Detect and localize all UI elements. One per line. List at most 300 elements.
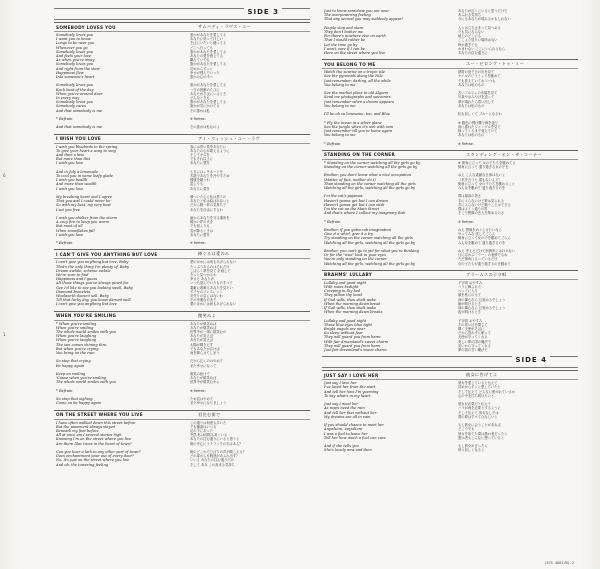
lyric-line: 木陰であなたを冷やすため bbox=[190, 174, 230, 179]
song-title-japanese: 捧ぐるは愛のみ bbox=[198, 251, 230, 257]
lyric-line: You're only standing on the corner bbox=[324, 257, 387, 262]
japanese-lyrics bbox=[190, 322, 308, 406]
lyric-line: もし彼女に会うことがあれば bbox=[458, 423, 501, 428]
lyric-line: A cozy fire to keep you warm bbox=[56, 220, 109, 225]
japanese-lyrics bbox=[458, 281, 576, 352]
lyric-line: The whole world smiles with you bbox=[56, 330, 116, 335]
lyric-line: 手に入らないけど願うことはできる bbox=[458, 202, 511, 207]
lyric-line: ダイヤのブレスレット bbox=[190, 289, 223, 294]
lyric-line: 街の中心にライラックの木はある？ bbox=[190, 441, 243, 446]
lyric-line: Just remember, darling, all the while bbox=[324, 78, 391, 83]
lyric-line: When you're around dear bbox=[56, 91, 103, 96]
lyrics-pair bbox=[54, 32, 310, 131]
song-block bbox=[54, 249, 310, 307]
japanese-lyrics bbox=[458, 161, 576, 266]
lyric-line: Gee I'd like to see you looking swell, Baby bbox=[56, 285, 133, 290]
lyric-line: The sun comes shining thru bbox=[56, 342, 107, 347]
left-column bbox=[54, 8, 310, 561]
lyric-line: But the pavement always stayed bbox=[56, 424, 116, 429]
lyric-line: * Fly the ocean in a silver plane bbox=[324, 120, 382, 125]
lyric-line: 時々寂しくなると bbox=[458, 448, 485, 453]
lyric-line: あなたは私のもの bbox=[458, 103, 485, 108]
lyric-line: To give your heart a song to sing bbox=[56, 148, 116, 153]
song-block bbox=[54, 410, 310, 468]
lyric-line: 傷ついた心と私は思うの bbox=[190, 195, 227, 200]
lyric-line: She's lonely now and then bbox=[324, 448, 372, 453]
lyric-line: 夜が明けるとき bbox=[458, 310, 482, 315]
lyric-line: For there's nowhere else on earth bbox=[324, 34, 386, 39]
lyric-line: To say what's in my heart bbox=[324, 393, 371, 398]
lyrics-pair bbox=[322, 380, 578, 453]
lyric-line: I won't care if I can be bbox=[324, 46, 366, 51]
lyric-line: Creeping in thy bed bbox=[324, 289, 361, 294]
lyric-line: 雨に濡れたジャングルを見て bbox=[458, 124, 501, 129]
lyric-line: Watch the sunrise on a tropic isle bbox=[324, 70, 386, 75]
lyric-line: 誰かがあなたを愛してる bbox=[190, 83, 227, 88]
lyric-line: And in July a lemonade bbox=[56, 169, 99, 174]
song-title-bar bbox=[322, 370, 578, 380]
lyric-line: その誰かは私 bbox=[190, 108, 210, 113]
lyric-line: * Refrain bbox=[56, 241, 73, 246]
lyrics-pair bbox=[322, 69, 578, 147]
song-title-japanese: ユー・ビロング・トゥ・ミー bbox=[466, 61, 525, 67]
lyric-line: See the market place in old Algiers bbox=[324, 91, 389, 96]
lyric-line: あなたに愛を bbox=[190, 161, 210, 166]
song-title: I WISH YOU LOVE bbox=[56, 136, 102, 142]
lyric-line: Somebody loves you bbox=[56, 100, 94, 105]
lyric-line: Somebody loves you bbox=[56, 33, 94, 37]
lyric-line: 手に入らないけど夢は見られる bbox=[458, 198, 505, 203]
lyric-line: Anywhere, anywhere bbox=[324, 427, 363, 432]
lyric-line: To cool you in some leafy glade bbox=[56, 174, 113, 179]
lyric-line: どこででも bbox=[458, 427, 475, 432]
lyric-line: Knowing I'm on the street where you live bbox=[56, 437, 132, 442]
lyric-line: 誰かがあなたを愛してる bbox=[190, 100, 227, 105]
lyric-line: 愛のほかには何もあげられない bbox=[190, 302, 237, 307]
lyric-line: 雪が降るときは bbox=[190, 228, 214, 233]
lyric-line: When snowflakes fall bbox=[56, 228, 95, 233]
lyric-line: もし彼女が言ったら bbox=[458, 444, 488, 449]
lyric-line: ため息はやめて bbox=[190, 397, 214, 402]
lyric-line: And tell her how I'm yearning bbox=[324, 389, 379, 394]
lyric-line: あなたが微笑めば bbox=[190, 325, 217, 330]
lyric-line: When the morning dawn break bbox=[324, 301, 381, 306]
lyric-line: So with my best, my very best bbox=[56, 203, 111, 208]
margin-mark-2: 1 bbox=[3, 332, 6, 337]
side-3-header bbox=[54, 8, 310, 20]
lyric-line: * Refrain bbox=[56, 117, 73, 122]
lyric-line: I'm the cat's pajamas bbox=[324, 194, 363, 199]
lyric-line: They will guard you from harm bbox=[324, 335, 381, 340]
lyric-line: We're sure to find bbox=[56, 273, 89, 278]
side-3-label: SIDE 3 bbox=[244, 8, 282, 16]
lyric-line: And tell her that without her bbox=[324, 410, 377, 415]
song-block bbox=[322, 8, 578, 56]
lyric-line: 写真やおみやげを送って bbox=[458, 95, 495, 100]
lyric-line: 誰かがあなたを愛してる bbox=[190, 33, 227, 37]
lyric-line: ねえ 想像をめぐらせたいなら bbox=[458, 228, 502, 232]
lyric-line: 子守唄 おやすみ bbox=[458, 280, 483, 285]
lyric-line: And oh, the towering feeling bbox=[56, 462, 109, 467]
lyric-line: They pillow thy head bbox=[324, 293, 362, 298]
side-4-header bbox=[322, 356, 578, 368]
japanese-lyrics bbox=[190, 145, 308, 246]
song-block bbox=[322, 270, 578, 353]
lyric-line: やってみな 試してごらん bbox=[458, 232, 496, 237]
lyric-line: Give it a whirl, give it a try bbox=[324, 232, 373, 237]
lyric-line: あなたに知ってほしい bbox=[190, 37, 223, 42]
lyric-line: I want you to know bbox=[56, 37, 91, 42]
song-title-japanese: アイ・ウィッシュ・ユー・ラヴ bbox=[198, 135, 261, 141]
lyric-line: 富よりも bbox=[190, 182, 204, 187]
lyric-line: 足の下にあった bbox=[190, 429, 214, 434]
english-lyrics bbox=[56, 145, 174, 246]
lyric-line: I can't give you anything but love, Baby bbox=[56, 260, 129, 265]
lyric-line: 女の子たちが通り過ぎるのを眺めて bbox=[458, 261, 511, 266]
lyric-line: I wish you health bbox=[56, 178, 88, 183]
lyric-line: Whenever you go bbox=[56, 45, 88, 50]
english-lyrics bbox=[56, 260, 174, 306]
lyric-line: With fair dreamland's sweet charm bbox=[324, 339, 389, 344]
song-block bbox=[54, 134, 310, 247]
lyric-line: Send me photographs and souvenirs bbox=[324, 95, 391, 100]
lyric-line: So stop that sighing bbox=[56, 397, 93, 402]
lyric-line: I set you free bbox=[56, 207, 81, 212]
lyrics-pair bbox=[322, 8, 578, 56]
lyric-line: You belong to me bbox=[324, 82, 356, 87]
lyric-line: And right from the start bbox=[56, 66, 100, 71]
lyric-line: （実を言うと 僕もないんだ） bbox=[458, 177, 502, 182]
lyric-line: See the jungle when it's wet with rain bbox=[324, 124, 394, 129]
song-title-japanese: スタンディング・オン・ザ・コーナー bbox=[466, 151, 542, 157]
lyric-line: そばにいたいと願ってる bbox=[190, 41, 227, 46]
lyric-line: They don't bother me bbox=[324, 30, 364, 34]
lyric-line: でもそれ以上に bbox=[190, 157, 214, 162]
song-title-japanese: ブラームスの子守唄 bbox=[466, 271, 507, 277]
lyric-line: ※ Refrain bbox=[458, 219, 474, 224]
lyric-line: Happiness flew bbox=[56, 70, 84, 75]
lyric-line: 僕はメイン通りの男 bbox=[458, 207, 488, 212]
lyric-line: 街角に立って女の子を眺めてごらん bbox=[458, 236, 511, 241]
lyric-line: And feels your love bbox=[56, 54, 91, 59]
lyric-line: ※ Refrain bbox=[190, 388, 206, 393]
lyric-line: 素敵に着飾るあなたを見たい bbox=[190, 285, 233, 290]
lyric-line: ねえ こんな素敵な仕事はないよ bbox=[458, 173, 506, 178]
lyric-line: With roses bedight bbox=[324, 285, 359, 290]
lyric-line: And then a kiss bbox=[56, 153, 84, 158]
lyric-line: Or for the "woo" look in your eyes bbox=[324, 253, 386, 258]
lyric-line: Keep on smiling bbox=[56, 372, 86, 377]
lyric-line: Just fair dreamland's sweet charm bbox=[324, 348, 387, 353]
lyric-line: 僕の夢はすべてむなしいと bbox=[458, 414, 498, 419]
lyric-line: The whole world smiles with you bbox=[56, 380, 116, 385]
song-title: SOMEBODY LOVES YOU bbox=[56, 24, 116, 30]
lyric-line: 誰かが気にかけてる bbox=[190, 104, 220, 109]
english-lyrics bbox=[56, 33, 174, 130]
english-lyrics bbox=[56, 421, 174, 467]
lyric-line: ベッドに入り bbox=[458, 289, 478, 294]
lyric-line: I wish you bluebirds in the spring bbox=[56, 144, 118, 149]
lyric-line: 誰かの心の中へ bbox=[190, 75, 214, 80]
song-title-japanese: 君住む街で bbox=[198, 411, 221, 417]
lyric-line: ここより居たい場所はない bbox=[458, 38, 498, 43]
lyric-line: そしてキスを bbox=[190, 153, 210, 158]
lyric-line: 子守唄 おやすみ bbox=[458, 318, 483, 323]
lyric-line: あなたが笑えば bbox=[190, 334, 214, 339]
lyric-line: Somebody loves you bbox=[56, 49, 94, 54]
lyric-line: この通りは何度も歩いた bbox=[190, 420, 227, 425]
lyric-line: Come on be happy again bbox=[56, 401, 102, 406]
lyric-line: I wish you love bbox=[56, 161, 84, 166]
japanese-lyrics bbox=[190, 33, 308, 130]
song-block bbox=[54, 311, 310, 407]
lyric-line: That you and I could never be bbox=[56, 199, 111, 204]
japanese-lyrics bbox=[458, 9, 576, 55]
lyric-line: 僕は最高の男さ bbox=[458, 194, 482, 199]
lyric-line: 頭を枕にのせて bbox=[458, 293, 482, 298]
lyric-line: Tell her how much a fool can care bbox=[324, 435, 386, 440]
lyric-line: As roses need the rain bbox=[324, 406, 365, 411]
song-title-bar bbox=[54, 249, 310, 259]
song-title-bar bbox=[54, 22, 310, 32]
song-title-bar bbox=[54, 410, 310, 420]
lyric-line: Than standing on the corner watching all the girls bbox=[324, 181, 416, 186]
lyric-line: だから精一杯の気持ちで bbox=[190, 203, 227, 208]
lyric-line: You belong to me bbox=[324, 103, 356, 108]
japanese-lyrics bbox=[190, 260, 308, 306]
right-song-list-a bbox=[322, 8, 578, 353]
lyric-line: 街角に立って 女の子たちを眺めること bbox=[458, 181, 516, 186]
lyric-line: 一日の鼓動のたびに bbox=[190, 87, 220, 92]
lyric-line: When you're laughing bbox=[56, 338, 97, 343]
lyric-line: 地上のどこにも bbox=[458, 34, 482, 39]
lyric-line: * When you're smiling bbox=[56, 321, 97, 326]
lyric-line: * Refrain bbox=[56, 388, 73, 393]
lyric-line: 天使が守ってくれる bbox=[458, 335, 488, 340]
lyric-line: あなたの心が歌えるように bbox=[190, 148, 230, 153]
lyric-line: あなたに愛を bbox=[190, 232, 210, 237]
lyrics-pair bbox=[322, 280, 578, 353]
lyric-line: You bring on the rain bbox=[56, 351, 95, 356]
lyric-line: あなたの住む通りに bbox=[458, 51, 488, 56]
lyric-line: 幸せと あなたが bbox=[190, 277, 215, 282]
english-lyrics bbox=[56, 322, 174, 406]
lyric-line: 世界中が一緒に微笑むの bbox=[190, 330, 227, 335]
lyric-line: あなたが近くにいると思うだけで bbox=[458, 9, 508, 13]
lyric-line: 七月にはレモネードを bbox=[190, 169, 223, 174]
lyric-line: And that somebody is me bbox=[56, 125, 102, 130]
lyric-line: They will guard you from harm bbox=[324, 343, 381, 348]
lyric-line: 時が過ぎても bbox=[458, 42, 478, 47]
lyric-line: * Refrain bbox=[324, 219, 341, 224]
lyric-line: ※ Refrain bbox=[190, 117, 206, 122]
lyric-line: Just say I need her bbox=[324, 402, 359, 407]
song-title-japanese: サムバディ・ラヴス・ユー bbox=[198, 24, 252, 29]
song-title: I CAN'T GIVE YOU ANYTHING BUT LOVE bbox=[56, 251, 158, 257]
song-block bbox=[322, 370, 578, 453]
lyric-line: Haven't gonna get but I can wish bbox=[324, 202, 385, 207]
lyric-line: だから恐れずに眠って bbox=[458, 331, 491, 336]
lyric-line: その誰かは私なのよ bbox=[190, 125, 220, 130]
lyric-line: But most of all bbox=[56, 224, 83, 229]
song-title-bar bbox=[54, 311, 310, 321]
lyric-line: バラが雨を必要とするように bbox=[458, 406, 501, 411]
lyric-line: Standing on the corner watching all the girls go by bbox=[324, 165, 418, 170]
lyric-line: 嵐からあなたを守る場所を bbox=[190, 216, 230, 221]
lyric-line: みんなを眺めて 通り過ぎるのを bbox=[458, 240, 506, 245]
lyric-line: Brother, you can't go to jail for what you're thinking bbox=[324, 249, 419, 253]
lyric-line: 健康を願うわ bbox=[190, 178, 210, 183]
lyric-line: いいえ あなたの住む通りだけ bbox=[190, 458, 234, 463]
lyric-line: 彼女を愛していると伝えて bbox=[458, 381, 498, 386]
lyric-line: 愚か者もこんなに想っていると bbox=[458, 435, 505, 440]
lyric-line: 街角に立って 通り過ぎる女の子を bbox=[458, 165, 509, 170]
lyric-line: でもあなたが泣けば bbox=[190, 346, 220, 351]
lyric-line: The overpowering feeling bbox=[324, 13, 371, 18]
lyric-line: しばらく夢を見て 計画して bbox=[190, 268, 231, 273]
lyrics-pair bbox=[54, 420, 310, 468]
lyric-line: でも気にならない bbox=[458, 30, 485, 34]
song-block bbox=[322, 59, 578, 147]
side-4-label: SIDE 4 bbox=[512, 356, 550, 364]
lyric-line: でも舗道はいつも bbox=[190, 424, 217, 429]
lyric-line: When you're smiling bbox=[56, 325, 94, 330]
lyric-line: 微笑み続けて bbox=[190, 372, 210, 377]
english-lyrics bbox=[324, 161, 442, 266]
lyric-line: If God wills, thou shalt wake bbox=[324, 306, 376, 311]
lyric-line: * Refrain bbox=[324, 141, 341, 146]
song-title: YOU BELONG TO ME bbox=[324, 61, 376, 67]
lyric-line: Each beat of the day bbox=[56, 87, 94, 92]
lyric-line: でも何よりも bbox=[190, 224, 210, 229]
lyric-line: Happiness and I guess bbox=[56, 277, 98, 282]
lyric-line: Just remember when a dream appears bbox=[324, 99, 394, 104]
lyric-line: That I would rather be bbox=[324, 38, 366, 43]
lyric-line: Somebody cares bbox=[56, 104, 86, 109]
lyric-line: 'Cause when you're smiling bbox=[56, 376, 107, 381]
lyric-line: Try standing on the corner watching all the girls bbox=[324, 236, 413, 241]
lyric-line: Watching all the girls, watching all the girls go by bbox=[324, 186, 416, 191]
lyric-line: あなたと私は結ばれないと bbox=[190, 199, 230, 204]
lyric-line: And if she tells you bbox=[324, 444, 359, 449]
lyrics-pair bbox=[54, 321, 310, 407]
lyric-line: 目に浮かぶ「ウー」の表情でもね bbox=[458, 253, 508, 258]
japanese-lyrics bbox=[458, 381, 576, 452]
lyric-line: And that's where I collect my imaginary dish bbox=[324, 211, 406, 216]
lyric-line: その幸運な日まで bbox=[190, 298, 217, 303]
lyric-line: Till that lucky day, you know darned well bbox=[56, 298, 131, 303]
lyric-line: I wish you love bbox=[56, 232, 84, 237]
lyric-line: きっと見つかるわ bbox=[190, 273, 217, 278]
lyric-line: 朝が明けるとき bbox=[458, 301, 482, 306]
lyric-line: あふれる気持ち bbox=[458, 13, 482, 18]
lyric-line: Haven't gonna get but I can dream bbox=[324, 198, 388, 203]
lyric-line: That's the only thing I'm plenty of, Baby bbox=[56, 264, 129, 269]
lyric-line: 春には青い鳥をあなたに bbox=[190, 144, 227, 149]
lyric-line: みんなを眺めて 通り過ぎるのを bbox=[458, 186, 506, 191]
lyric-line: だから泣くのはやめて bbox=[190, 359, 223, 364]
lyrics-pair bbox=[322, 160, 578, 267]
lyric-line: I can't give you anything but love bbox=[56, 302, 117, 307]
lyric-line: (Matter of fact, neither do I) bbox=[324, 177, 376, 182]
lyric-line: 彼女が必要だと伝えて bbox=[458, 402, 491, 407]
lyric-line: ※ Refrain bbox=[190, 241, 206, 246]
lyric-line: Are there lilac trees in the heart of town? bbox=[56, 441, 132, 446]
lyric-line: どこへ行っても bbox=[190, 45, 213, 50]
song-title-bar bbox=[322, 150, 578, 160]
lyric-line: Lullaby and good night bbox=[324, 318, 367, 323]
lyric-line: 突然 私は何階も高くいる bbox=[190, 433, 228, 438]
lyric-line: あなたは私のもの bbox=[458, 133, 485, 138]
lyric-line: Here on the street where you live bbox=[324, 51, 386, 56]
lyric-line: 離れていても bbox=[190, 58, 210, 63]
lyric-line: Just say I love her bbox=[324, 381, 357, 386]
lyric-line: My dreams are all in vain bbox=[324, 414, 371, 419]
lyric-line: 幸せが飛んでいった bbox=[190, 70, 220, 75]
lyric-line: Dream awhile, scheme awhile bbox=[56, 268, 111, 273]
lyric-line: どの扉からも魅惑があふれ出す？ bbox=[190, 454, 240, 459]
lyric-line: あなたの住む通りにいると思うと bbox=[190, 437, 240, 442]
lyric-line: 心の中を打ち明けたいと bbox=[458, 393, 495, 398]
song-title-bar bbox=[322, 270, 578, 280]
lyric-line: I've loved her from the start bbox=[324, 385, 376, 390]
english-lyrics bbox=[324, 70, 442, 146]
lyric-line: 神の御心なら 目覚めるでしょう bbox=[458, 306, 506, 311]
lyric-line: 人々は立ち止まって見つめる bbox=[458, 25, 501, 30]
lyric-line: People stop and stare bbox=[324, 25, 364, 30]
lyric-line: あなたがそばにいるとき bbox=[190, 91, 227, 96]
lyric-line: I wish you shelter from the storm bbox=[56, 216, 117, 221]
lyric-line: また幸せになりましょう bbox=[190, 401, 227, 406]
lyric-line: As when you're away bbox=[56, 58, 95, 63]
lyric-line: Lullaby and good night bbox=[324, 280, 367, 285]
lyric-line: I have often walked down this street before bbox=[56, 420, 136, 425]
lyric-line: Just remember till you're home again bbox=[324, 129, 392, 134]
lyric-line: Brother, you don't know what a nice occupation bbox=[324, 173, 412, 178]
japanese-lyrics bbox=[458, 70, 576, 146]
lyric-line: ただ街角に立っているだけ bbox=[458, 257, 498, 262]
lyric-line: 古いアルジェの市場を見て bbox=[458, 91, 498, 96]
lyric-line: All those things you've always pined for bbox=[56, 281, 129, 286]
lyric-line: But more than this bbox=[56, 157, 91, 162]
song-title-bar bbox=[322, 59, 578, 69]
song-title: ON THE STREET WHERE YOU LIVE bbox=[56, 412, 143, 418]
english-lyrics bbox=[324, 281, 442, 352]
song-title-japanese: 微笑みよ bbox=[198, 312, 216, 318]
lyric-line: Woolworth doesn't sell, Baby bbox=[56, 294, 109, 299]
lyric-line: 夢の国の甘い魔法で bbox=[458, 348, 488, 353]
lyric-line: When you're laughing bbox=[56, 334, 97, 339]
lyric-line: ※ 銀色の飛行機で海を渡り bbox=[458, 120, 499, 125]
lyric-line: 神の御心なら 目覚めるでしょう bbox=[458, 297, 506, 302]
lyric-line: Let the time go by bbox=[324, 42, 358, 47]
lyric-line: 世界中が微笑むから bbox=[190, 380, 220, 385]
catalog-code: (ECS-4801/B)-2 bbox=[544, 561, 574, 565]
lyric-line: ねえ 考えるだけで刑務所には行かない bbox=[458, 249, 516, 253]
lyric-line: Be happy again bbox=[56, 363, 85, 368]
lyric-line: If you should chance to meet her bbox=[324, 423, 384, 428]
song-title-japanese: 彼女に告げてよ bbox=[466, 372, 498, 378]
margin-mark-1: 6 bbox=[3, 173, 6, 178]
lyric-line: When the morning dawn breaks bbox=[324, 310, 383, 315]
lyric-line: 災いから守ってくれる bbox=[458, 343, 491, 348]
lyric-line: そして ああ この高まる気持ち bbox=[190, 462, 235, 467]
lyric-line: 私も寂しくて ブルーになるわ bbox=[458, 112, 502, 117]
left-song-list bbox=[54, 22, 310, 468]
lyric-line: 帰ってくるまで覚えていて bbox=[458, 129, 498, 134]
lyric-line: In every way bbox=[56, 96, 80, 101]
lyric-line: どんなときも bbox=[190, 96, 210, 101]
